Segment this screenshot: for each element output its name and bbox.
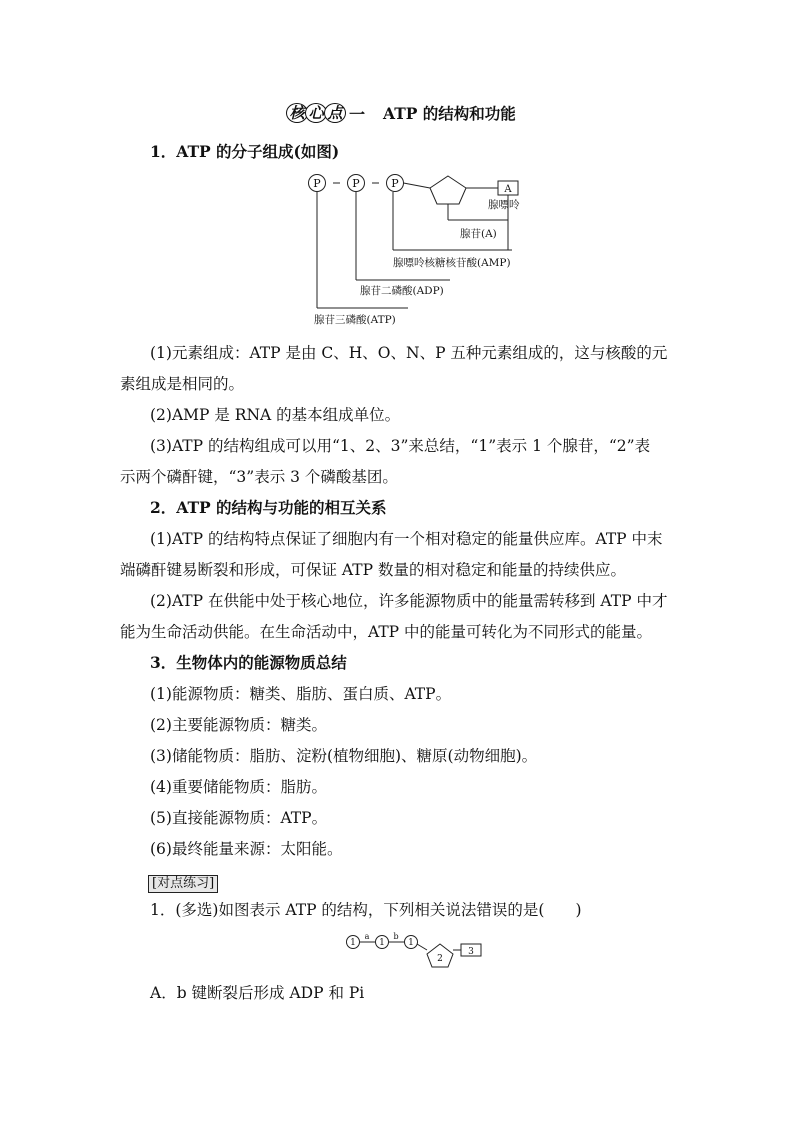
badge-suffix: 一 bbox=[349, 104, 366, 124]
badge-char: 心 bbox=[305, 103, 327, 123]
heading-title: ATP 的结构和功能 bbox=[383, 104, 516, 123]
atp-structure-diagram bbox=[300, 170, 540, 330]
paragraph-line: (1)元素组成：ATP 是由 C、H、O、N、P 五种元素组成的，这与核酸的元 bbox=[150, 344, 668, 362]
section2-title: 2．ATP 的结构与功能的相互关系 bbox=[150, 498, 387, 517]
paragraph-line: 示两个磷酐键，“3”表示 3 个磷酸基团。 bbox=[120, 468, 398, 486]
list-item: (5)直接能源物质：ATP。 bbox=[150, 809, 328, 827]
label-adp: 腺苷二磷酸(ADP) bbox=[360, 285, 444, 297]
bond-b-label: b bbox=[393, 932, 399, 941]
phosphate-label: P bbox=[391, 177, 399, 190]
section1-title: 1．ATP 的分子组成(如图) bbox=[150, 142, 340, 161]
practice-question: 1．(多选)如图表示 ATP 的结构，下列相关说法错误的是( ) bbox=[150, 901, 582, 919]
sugar-label: 2 bbox=[437, 954, 443, 964]
label-adenine: 腺嘌呤 bbox=[488, 199, 520, 211]
circle-label: 1 bbox=[379, 938, 385, 948]
badge-char: 核 bbox=[286, 103, 308, 123]
paragraph-line: 能为生命活动供能。在生命活动中，ATP 中的能量可转化为不同形式的能量。 bbox=[120, 623, 653, 641]
circle-label: 1 bbox=[350, 938, 356, 948]
bond-a-label: a bbox=[364, 932, 370, 941]
badge-char: 点 bbox=[324, 103, 346, 123]
paragraph-line: (1)ATP 的结构特点保证了细胞内有一个相对稳定的能量供应库。ATP 中末 bbox=[150, 530, 663, 548]
list-item: (4)重要储能物质：脂肪。 bbox=[150, 778, 327, 796]
list-item: (3)储能物质：脂肪、淀粉(植物细胞)、糖原(动物细胞)。 bbox=[150, 747, 538, 765]
paragraph-line: 端磷酐键易断裂和形成，可保证 ATP 数量的相对稳定和能量的持续供应。 bbox=[120, 561, 626, 579]
list-item: (2)主要能源物质：糖类。 bbox=[150, 716, 327, 734]
base-label: 3 bbox=[468, 947, 474, 957]
practice-tag: [对点练习] bbox=[148, 875, 218, 893]
section3-title: 3．生物体内的能源物质总结 bbox=[150, 653, 347, 672]
phosphate-label: P bbox=[313, 177, 321, 190]
label-atp: 腺苷三磷酸(ATP) bbox=[314, 314, 396, 326]
list-item: (6)最终能量来源：太阳能。 bbox=[150, 840, 343, 858]
circle-label: 1 bbox=[408, 938, 414, 948]
paragraph-line: (2)AMP 是 RNA 的基本组成单位。 bbox=[150, 406, 401, 424]
label-amp: 腺嘌呤核糖核苷酸(AMP) bbox=[393, 257, 511, 269]
base-label: A bbox=[504, 184, 512, 195]
paragraph-line: (2)ATP 在供能中处于核心地位，许多能源物质中的能量需转移到 ATP 中才 bbox=[150, 592, 668, 610]
list-item: (1)能源物质：糖类、脂肪、蛋白质、ATP。 bbox=[150, 685, 452, 703]
phosphate-label: P bbox=[352, 177, 360, 190]
ribose-pentagon bbox=[430, 176, 466, 204]
option-a: A．b 键断裂后形成 ADP 和 Pi bbox=[150, 984, 365, 1002]
section-heading bbox=[286, 101, 516, 125]
question-atp-diagram bbox=[343, 930, 493, 970]
core-point-badge bbox=[286, 102, 365, 125]
label-adenosine: 腺苷(A) bbox=[460, 228, 497, 240]
paragraph-line: (3)ATP 的结构组成可以用“1、2、3”来总结，“1”表示 1 个腺苷，“2”表 bbox=[150, 437, 651, 455]
paragraph-line: 素组成是相同的。 bbox=[120, 375, 245, 393]
